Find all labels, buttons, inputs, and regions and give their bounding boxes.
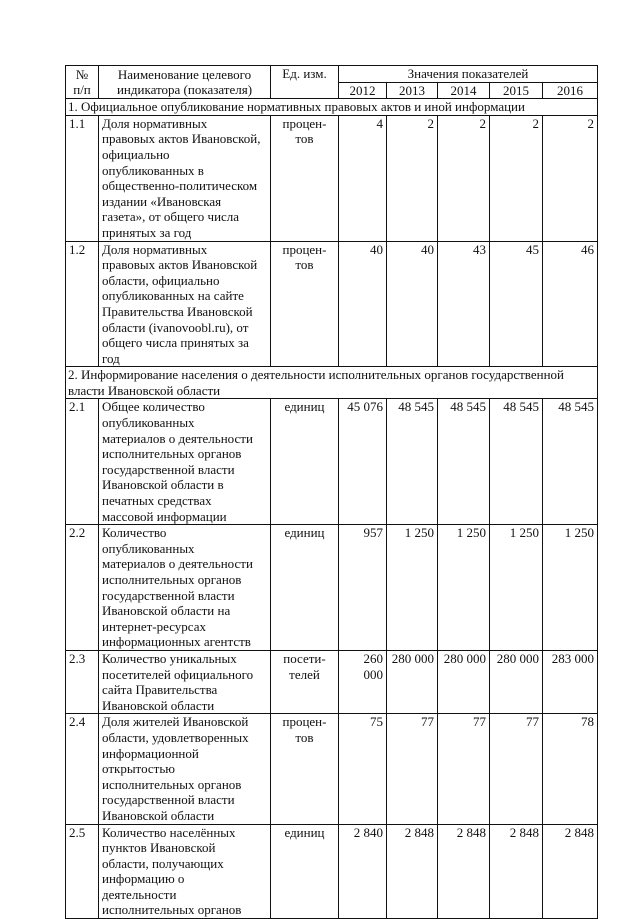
row-number: 2.2 bbox=[66, 525, 99, 651]
table-row bbox=[66, 241, 598, 367]
value-cell: 2 848 bbox=[387, 824, 438, 919]
unit: процен- тов bbox=[271, 115, 339, 241]
table-row bbox=[66, 650, 598, 713]
indicator-name: Количество опубликованных материалов о деятельности исполнительных органов государственной власти Ивановской области на интернет-ресурсах информационных агентств bbox=[99, 525, 271, 651]
value-cell: 48 545 bbox=[387, 399, 438, 525]
header-row bbox=[66, 66, 598, 83]
value-cell: 1 250 bbox=[543, 525, 598, 651]
value-cell: 280 000 bbox=[490, 650, 543, 713]
table-row bbox=[66, 525, 598, 651]
unit: единиц bbox=[271, 399, 339, 525]
indicators-table bbox=[65, 65, 598, 919]
value-cell: 48 545 bbox=[490, 399, 543, 525]
header-year: 2014 bbox=[438, 82, 490, 99]
unit: единиц bbox=[271, 525, 339, 651]
value-cell: 46 bbox=[543, 241, 598, 367]
value-cell: 45 076 bbox=[339, 399, 387, 525]
indicator-name: Количество населённых пунктов Ивановской области, получающих информацию о деятельности исполнительных органов bbox=[99, 824, 271, 919]
value-cell: 2 848 bbox=[438, 824, 490, 919]
section-row bbox=[66, 367, 598, 399]
unit: процен- тов bbox=[271, 241, 339, 367]
indicator-name: Общее количество опубликованных материалов о деятельности исполнительных органов государственной власти Ивановской области в печатных средствах массовой информации bbox=[99, 399, 271, 525]
value-cell: 43 bbox=[438, 241, 490, 367]
indicator-name: Количество уникальных посетителей официального сайта Правительства Ивановской области bbox=[99, 650, 271, 713]
value-cell: 77 bbox=[490, 714, 543, 824]
section-title: 1. Официальное опубликование нормативных правовых актов и иной информации bbox=[66, 99, 598, 116]
value-cell: 45 bbox=[490, 241, 543, 367]
value-cell: 2 bbox=[438, 115, 490, 241]
indicator-name: Доля жителей Ивановской области, удовлетворенных информационной открытостью исполнительных органов государственной власти Ивановской области bbox=[99, 714, 271, 824]
row-number: 1.2 bbox=[66, 241, 99, 367]
row-number: 1.1 bbox=[66, 115, 99, 241]
value-cell: 1 250 bbox=[387, 525, 438, 651]
header-year: 2016 bbox=[543, 82, 598, 99]
table-row bbox=[66, 714, 598, 824]
row-number: 2.4 bbox=[66, 714, 99, 824]
value-cell: 78 bbox=[543, 714, 598, 824]
value-cell: 2 848 bbox=[490, 824, 543, 919]
value-cell: 2 bbox=[543, 115, 598, 241]
header-year: 2015 bbox=[490, 82, 543, 99]
section-title: 2. Информирование населения о деятельности исполнительных органов государственной власти Ивановской области bbox=[66, 367, 598, 399]
unit: посети- телей bbox=[271, 650, 339, 713]
value-cell: 4 bbox=[339, 115, 387, 241]
value-cell: 280 000 bbox=[438, 650, 490, 713]
header-year: 2013 bbox=[387, 82, 438, 99]
unit: процен- тов bbox=[271, 714, 339, 824]
header-values-title: Значения показателей bbox=[339, 66, 598, 83]
row-number: 2.1 bbox=[66, 399, 99, 525]
value-cell: 957 bbox=[339, 525, 387, 651]
value-cell: 77 bbox=[438, 714, 490, 824]
unit: единиц bbox=[271, 824, 339, 919]
header-unit: Ед. изм. bbox=[271, 66, 339, 99]
value-cell: 77 bbox=[387, 714, 438, 824]
value-cell: 1 250 bbox=[490, 525, 543, 651]
row-number: 2.5 bbox=[66, 824, 99, 919]
value-cell: 2 840 bbox=[339, 824, 387, 919]
indicator-name: Доля нормативных правовых актов Ивановской, официально опубликованных в общественно-политическом издании «Ивановская газета», от общего числа принятых за год bbox=[99, 115, 271, 241]
table-row bbox=[66, 115, 598, 241]
header-year: 2012 bbox=[339, 82, 387, 99]
value-cell: 2 bbox=[490, 115, 543, 241]
value-cell: 48 545 bbox=[543, 399, 598, 525]
value-cell: 40 bbox=[339, 241, 387, 367]
indicator-name: Доля нормативных правовых актов Ивановской области, официально опубликованных на сайте Правительства Ивановской области (ivanovoobl.ru), от общего числа принятых за год bbox=[99, 241, 271, 367]
header-name: Наименование целевого индикатора (показателя) bbox=[99, 66, 271, 99]
value-cell: 260 000 bbox=[339, 650, 387, 713]
value-cell: 280 000 bbox=[387, 650, 438, 713]
table-row bbox=[66, 824, 598, 919]
section-row bbox=[66, 99, 598, 116]
value-cell: 48 545 bbox=[438, 399, 490, 525]
row-number: 2.3 bbox=[66, 650, 99, 713]
value-cell: 2 bbox=[387, 115, 438, 241]
header-num: № п/п bbox=[66, 66, 99, 99]
table-row bbox=[66, 399, 598, 525]
value-cell: 2 848 bbox=[543, 824, 598, 919]
value-cell: 283 000 bbox=[543, 650, 598, 713]
value-cell: 40 bbox=[387, 241, 438, 367]
value-cell: 75 bbox=[339, 714, 387, 824]
value-cell: 1 250 bbox=[438, 525, 490, 651]
